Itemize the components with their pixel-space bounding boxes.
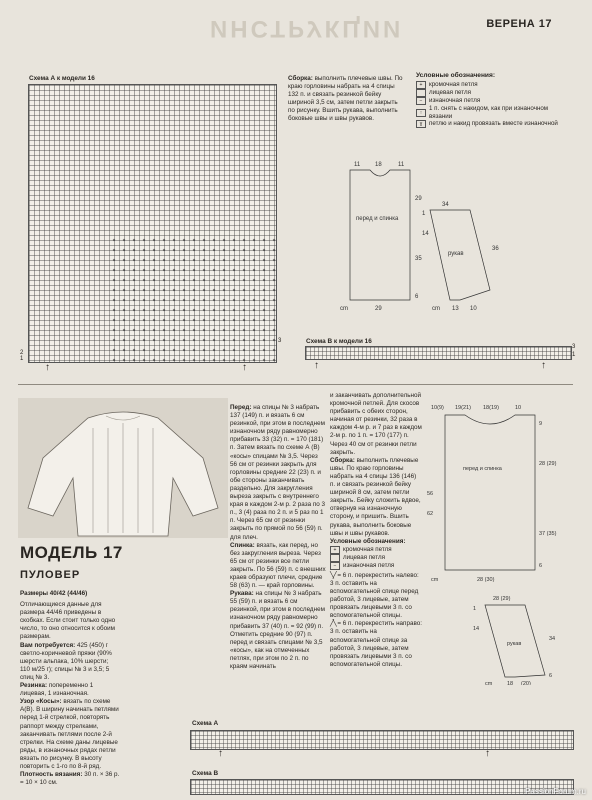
arrow-up-icon: ↑: [45, 362, 50, 373]
dim-top-left: 11: [354, 162, 361, 168]
unit-label: cm: [340, 306, 348, 312]
dim-top-2: 19(21): [455, 405, 471, 411]
dim-side-1: 29: [415, 196, 422, 202]
schema-b17-caption: Схема В: [192, 770, 219, 777]
mirrored-heading: ИНСТРУКЦИИ: [210, 15, 404, 42]
dim-side-5: 62: [427, 511, 434, 517]
dim-top-right: 11: [398, 162, 405, 168]
grid-dots: [109, 235, 276, 362]
cable-cross-left-icon: ╲╱: [330, 571, 336, 579]
dim-side-2: 35: [415, 256, 422, 262]
front-text: на спицы № 3 набрать 137 (149) п. и вязать 6 см резинкой, при этом в последнем изнаночном ряду равномерно прибавить 33 (32) п. = 170 (181) п. Затем вязать по схеме А (В) «косы» спицами № 3,5. Через 56 см от резинки закрыть для горловины средние 22 (23) п. и обе стороны заканчивать раздельно. Для закругления выреза закрыть с внутреннего края в каждом 2-м р. 2 раза по 3 п., 3 (4) раза по 2 п. и 5 раз по 1 п. Через 65 см от резинки закрыть по прямой по 56 (59) п. для плеч.: [230, 404, 326, 541]
sleeve-unit: cm: [485, 681, 493, 685]
sleeves-text: на спицы № 3 набрать 55 (59) п. и вязать 6 см резинкой, при этом в последнем изнаночном ряду равномерно прибавить 37 (40) п. = 92 (99) п. Отметить средние 90 (97) п. перед и связать спицами № 3,5 «косы», как на отмеченных петлях, при этом по 2 п. по краям начинать: [230, 590, 325, 670]
purl-stitch-icon: −: [416, 97, 426, 105]
cable-title: Узор «Косы»:: [20, 698, 62, 706]
legend-16: [416, 72, 576, 128]
materials-text: 425 (450) г светло-коричневой пряжи (90% шерсти альпака, 10% шерсти; 110 м/25 г); спицы № 3 и 3,5; 5 спиц № 3.: [20, 641, 112, 681]
cross-left-text: = 6 п. перекрестить налево: 3 п. оставить на вспомогательной спице перед работой, 3 лицевые, затем провязать лицевыми 3 п. со вспомогательной спицы.: [330, 571, 419, 620]
schema-a17-caption: Схема А: [192, 720, 219, 727]
page-title: ВЕРЕНА 17: [486, 18, 552, 30]
arrow-up-icon: ↑: [314, 360, 319, 371]
dim-side-3: 6: [415, 294, 419, 300]
col3-body: [330, 392, 423, 669]
schema-a-grid: [28, 84, 277, 363]
assembly-16: [288, 75, 406, 124]
dim-top-mid: 18: [375, 162, 382, 168]
schema-b16-grid: [305, 346, 572, 360]
sleeves-title: Рукава:: [230, 590, 254, 598]
row-label-1: 1: [572, 352, 576, 358]
back-title: Спинка:: [230, 541, 255, 549]
knit-stitch-icon: [416, 89, 426, 97]
legend-item: [330, 554, 423, 562]
assembly-16-title: Сборка:: [288, 75, 313, 82]
sleeve-bottom-2: 10: [470, 306, 477, 312]
yarnover-stitch-icon: ɣ: [416, 120, 426, 128]
assembly-17-title: Сборка:: [330, 456, 355, 464]
legend-item: [416, 120, 576, 128]
sweater-illustration: [18, 398, 228, 538]
col3-text: и заканчивать дополнительной кромочной петлей. Для скосов прибавить с обеих сторон, начиная от резинки, 32 раза в каждом 4-м р. и 7 раз в каждом 2-м р. по 1 п. = 170 (177) п. Через 40 см от резинки петли закрыть.: [330, 392, 422, 456]
edge-stitch-icon: +: [416, 81, 426, 89]
dim-top-4: 10: [515, 405, 522, 411]
row-label-2: 2: [20, 350, 24, 356]
legend-item: [330, 562, 423, 570]
assembly-16-text: выполнить плечевые швы. По краю горловины набрать на 4 спицы 132 п. и связать резинкой бейку шириной 3,5 см, затем петли закрыть по рисунку. Вшить рукава, выполнить боковые швы и швы рукавов.: [288, 75, 403, 123]
dim-bottom: 29: [375, 306, 382, 312]
arrow-up-icon: ↑: [541, 360, 546, 371]
unit-label: cm: [431, 577, 439, 583]
row-label-1: 1: [20, 356, 24, 362]
legend-17-title: Условные обозначения:: [330, 537, 406, 545]
col2-body: [230, 404, 326, 671]
legend-text: лицевая петля: [429, 89, 471, 97]
front-back-outline: [445, 415, 535, 570]
legend-text: кромочная петля: [429, 81, 478, 89]
sleeve-dim-1: 1: [473, 606, 477, 612]
intro-text: Отличающиеся данные для размера 44/46 приведены в скобках. Если стоит только одно число, то оно относится к обоим размерам.: [20, 601, 116, 641]
pattern-16-drawing: [320, 160, 570, 320]
slip-stitch-icon: ↑: [416, 109, 426, 117]
watermark: PassionForum.ru: [525, 787, 586, 796]
legend-item: [416, 105, 576, 120]
front-label: перед и спинка: [463, 466, 502, 472]
legend-16-title: Условные обозначения:: [416, 72, 496, 79]
legend-text: изнаночная петля: [429, 97, 481, 105]
rib-text: попеременно 1 лицевая, 1 изнаночная.: [20, 682, 94, 698]
legend-item: [416, 81, 576, 89]
legend-text: петлю и накид провязать вместе изнаночной: [429, 120, 558, 128]
legend-item: [416, 97, 576, 105]
sleeve-dim-2: 14: [422, 231, 429, 237]
model-17-intro: [20, 590, 120, 787]
cross-right-text: = 6 п. перекрестить направо: 3 п. оставить на вспомогательной спице за работой, 3 лицевые, затем провязать лицевыми 3 п. со вспомогательной спицы.: [330, 620, 422, 668]
model-subtitle: ПУЛОВЕР: [20, 569, 81, 581]
legend-text: кромочная петля: [343, 545, 392, 553]
knit-stitch-icon: [330, 554, 340, 562]
legend-item: [416, 89, 576, 97]
sleeve-label: рукав: [507, 641, 522, 647]
schema-b17-grid: [190, 779, 574, 795]
front-back-outline: [350, 170, 410, 300]
dim-top-1: 10(9): [431, 405, 444, 411]
model-title: МОДЕЛЬ 17: [20, 543, 123, 562]
edge-stitch-icon: +: [330, 546, 340, 554]
sleeve-unit: cm: [432, 306, 440, 312]
dim-side-2: 28 (29): [539, 461, 557, 467]
purl-stitch-icon: −: [330, 562, 340, 570]
dim-top-3: 18(19): [483, 405, 499, 411]
assembly-17-text: выполнить плечевые швы. По краю горловины набрать на 4 спицы 136 (146) п. и связать резинкой бейку шириной 8 см, затем петли закрыть. Бейку сложить вдвое, отвернув на изнаночную сторону, и пришить. Вшить рукава, выполнить боковые швы и швы рукавов.: [330, 456, 421, 537]
rib-title: Резинка:: [20, 682, 48, 690]
schema-b16-caption: Схема В к модели 16: [306, 338, 372, 345]
front-label: перед и спинка: [356, 216, 399, 222]
dim-side-4: 56: [427, 491, 434, 497]
dim-bottom: 28 (30): [477, 577, 495, 583]
sleeve-bottom-2: (20): [521, 681, 531, 685]
sleeve-label: рукав: [448, 251, 464, 257]
dim-side-3: 37 (35): [539, 531, 557, 537]
back-text: вязать, как перед, но без закругления выреза. Через 65 см от резинки все петли закрыть. По 56 (59) п. с внешних краев образуют плечи, средние 58 (63) п. — край горловины.: [230, 541, 326, 590]
front-title: Перед:: [230, 404, 252, 411]
dim-side-1: 9: [539, 421, 543, 427]
arrow-up-icon: ↑: [485, 748, 490, 759]
sleeve-top-dim: 28 (29): [493, 596, 511, 602]
pattern-17-drawing: [425, 395, 575, 685]
schema-a17-grid: [190, 730, 574, 750]
materials-title: Вам потребуется:: [20, 641, 76, 649]
sleeve-bottom-1: 18: [507, 681, 514, 685]
sleeve-dim-4: 6: [549, 673, 553, 679]
sleeve-dim-1: 1: [422, 211, 426, 217]
sleeve-bottom-1: 13: [452, 306, 459, 312]
arrow-up-icon: ↑: [218, 748, 223, 759]
schema-a-caption: Схема А к модели 16: [29, 75, 95, 82]
legend-text: лицевая петля: [343, 553, 385, 561]
gauge-title: Плотность вязания:: [20, 771, 83, 779]
legend-item: [330, 546, 423, 554]
row-label-3: 3: [572, 344, 576, 350]
section-divider: [18, 384, 573, 385]
sleeve-dim-2: 14: [473, 626, 480, 632]
cable-cross-right-icon: ╱╲: [330, 620, 336, 628]
sleeve-top-dim: 34: [442, 202, 449, 208]
sleeve-dim-3: 34: [549, 636, 556, 642]
sleeve-dim-3: 36: [492, 246, 499, 252]
row-label-3: 3: [278, 338, 282, 344]
sizes: Размеры 40/42 (44/46): [20, 590, 88, 597]
legend-text: изнаночная петля: [343, 561, 395, 569]
legend-text: 1 п. снять с накидом, как при изнаночном вязании: [429, 105, 549, 120]
arrow-up-icon: ↑: [242, 362, 247, 373]
dim-side-6: 6: [539, 563, 543, 569]
gauge-text: 30 п. × 36 р. = 10 × 10 см.: [20, 771, 120, 787]
cable-text: вязать по схеме А(В). В ширину начинать петлями перед 1-й стрелкой, повторять раппорт между стрелками, заканчивать петлями после 2-й стрелки. На схеме даны лицевые ряды, в изнаночных рядах петли вязать по рисунку. В высоту повторить с 1-го по 8-й ряд.: [20, 698, 119, 770]
